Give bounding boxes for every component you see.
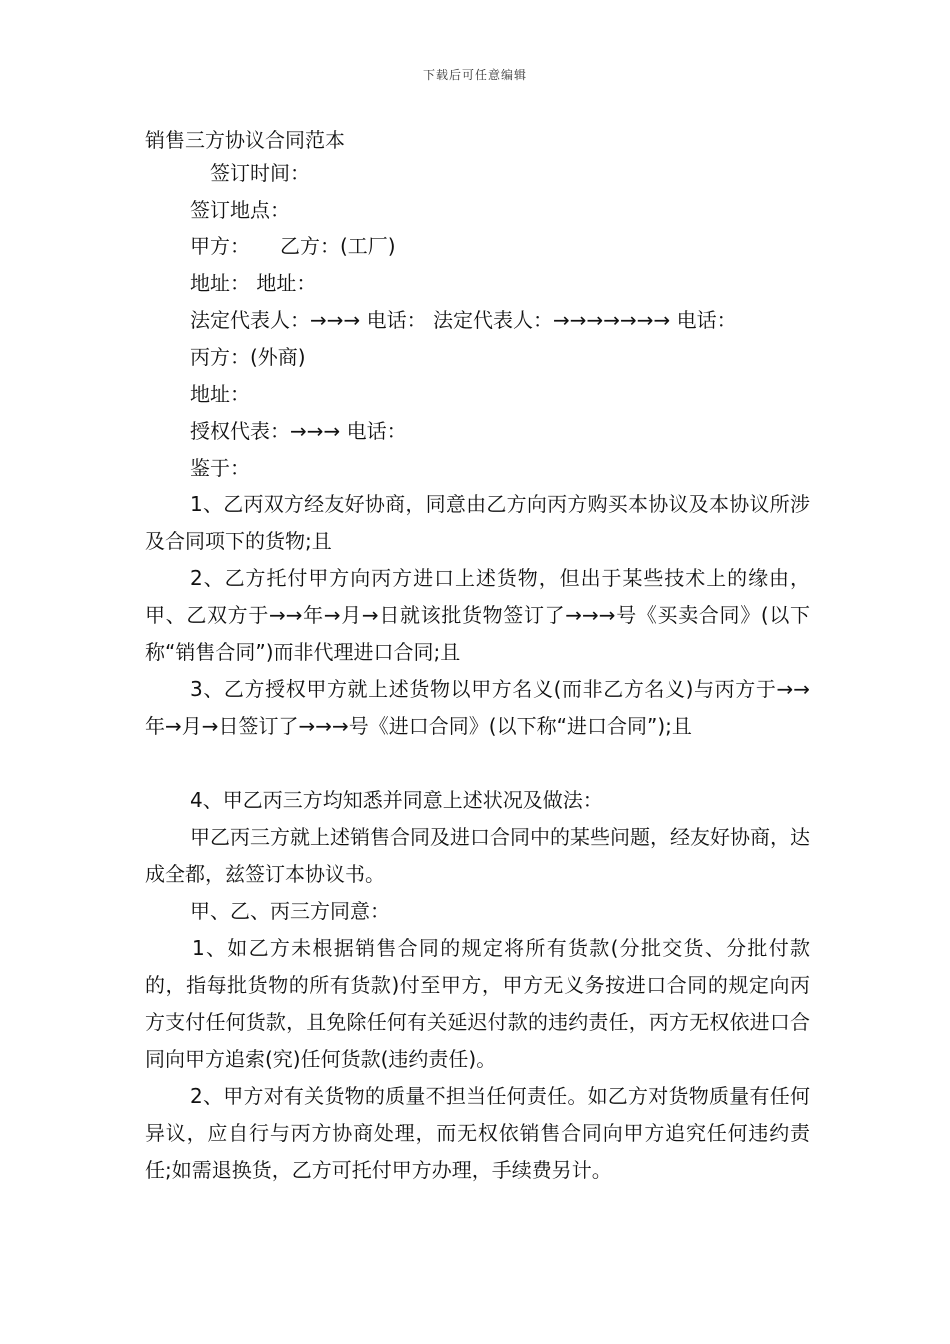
party-c-line: 丙方：(外商) (190, 345, 306, 369)
preamble-paragraph: 甲乙丙三方就上述销售合同及进口合同中的某些问题，经友好协商，达成全都，兹签订本协议书。 (145, 825, 810, 886)
sign-place-field: 签订地点： (190, 198, 290, 222)
header-note: 下载后可任意编辑 (422, 68, 527, 82)
sign-time-field: 签订时间： (210, 161, 310, 185)
address-a-b-line: 地址： 地址： (190, 271, 317, 295)
recital-1: 1、乙丙双方经友好协商，同意由乙方向丙方购买本协议及本协议所涉及合同项下的货物;且 (145, 492, 810, 553)
clause-1: 1、如乙方未根据销售合同的规定将所有货款(分批交货、分批付款的，指每批货物的所有货款)付至甲方，甲方无义务按进口合同的规定向丙方支付任何货款，且免除任何有关延迟付款的违约责任，丙方无权依进口合同向甲方追索(究)任何货款(违约责任)。 (145, 936, 810, 1071)
recital-3: 3、乙方授权甲方就上述货物以甲方名义(而非乙方名义)与丙方于→→年→月→日签订了→→→号《进口合同》(以下称“进口合同”);且 (145, 677, 810, 738)
address-c-line: 地址： (190, 382, 250, 406)
clause-2: 2、甲方对有关货物的质量不担当任何责任。如乙方对货物质量有任何异议，应自行与丙方协商处理，而无权依销售合同向甲方追究任何违约责任;如需退换货，乙方可托付甲方办理，手续费另计。 (145, 1084, 810, 1182)
party-a-b-line: 甲方： 乙方：(工厂) (190, 234, 396, 258)
legal-representatives-line: 法定代表人：→→→ 电话： 法定代表人：→→→→→→→ 电话： (190, 308, 737, 332)
authorized-rep-line: 授权代表：→→→ 电话： (190, 419, 407, 443)
recital-2: 2、乙方托付甲方向丙方进口上述货物，但出于某些技术上的缘由，甲、乙双方于→→年→月→日就该批货物签订了→→→号《买卖合同》(以下称“销售合同”)而非代理进口合同;且 (145, 566, 810, 664)
document-title: 销售三方协议合同范本 (145, 128, 345, 152)
recital-4: 4、甲乙丙三方均知悉并同意上述状况及做法： (190, 788, 603, 812)
whereas-heading: 鉴于： (190, 456, 250, 480)
agreement-heading: 甲、乙、丙三方同意： (190, 899, 390, 923)
